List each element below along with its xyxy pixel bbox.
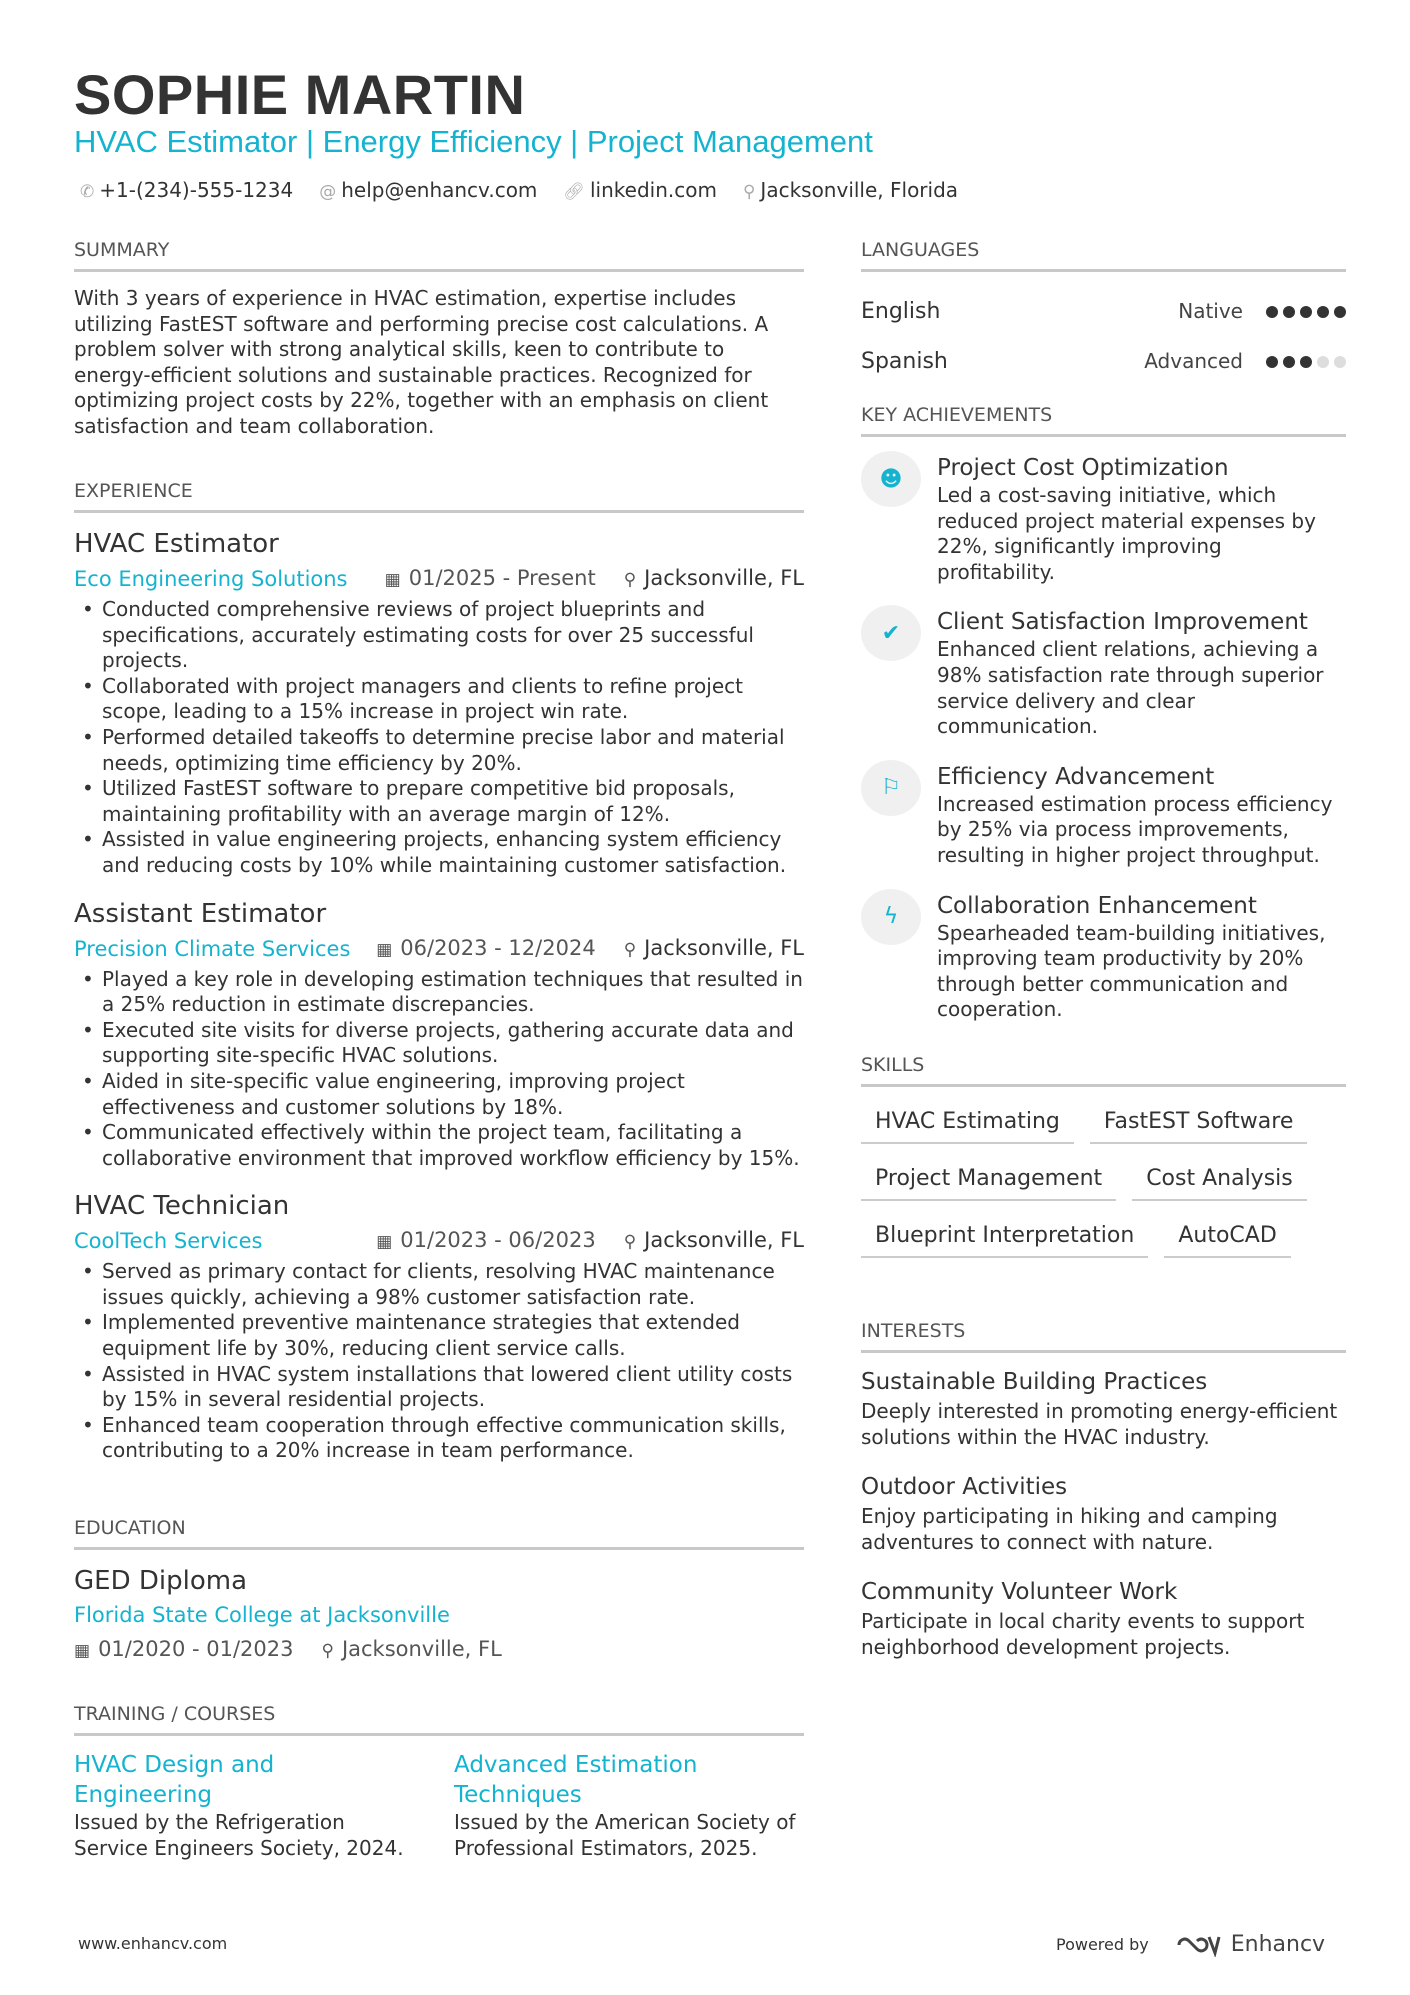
achievement-item — [861, 891, 1346, 1023]
job-entry — [74, 897, 804, 1172]
section-heading: EXPERIENCE — [74, 480, 804, 513]
calendar-icon: ▦ — [376, 939, 393, 960]
phone-text: +1-(234)-555-1234 — [99, 178, 294, 202]
bolt-icon: ϟ — [861, 889, 921, 945]
enhancv-logo — [1175, 1932, 1325, 1957]
location-pin-icon: ⚲ — [742, 182, 756, 202]
enhancv-logo-icon — [1175, 1933, 1221, 1957]
achievement-title: Project Cost Optimization — [937, 455, 1229, 481]
section-heading: SKILLS — [861, 1054, 1346, 1087]
bullet-item: • Collaborated with project managers and clients to refine project scope, leading to a 15% increase in project win rate. — [74, 674, 804, 725]
interest-item — [861, 1367, 1346, 1450]
dot-filled — [1283, 356, 1295, 368]
training-title: Advanced Estimation Techniques — [454, 1752, 698, 1808]
training-section — [74, 1703, 804, 1861]
job-location — [624, 1223, 804, 1259]
bullet-item: • Assisted in value engineering projects, enhancing system efficiency and reducing costs by 10% while maintaining customer satisfaction. — [74, 827, 804, 878]
dot-empty — [1317, 356, 1329, 368]
calendar-icon: ▦ — [384, 570, 401, 590]
company-name: Eco Engineering Solutions — [74, 567, 348, 591]
job-meta — [74, 931, 804, 967]
at-icon: @ — [319, 182, 337, 202]
interests-section — [861, 1320, 1346, 1683]
date-text: 01/2020 - 01/2023 — [98, 1637, 294, 1661]
location-text: Jacksonville, FL — [341, 1637, 502, 1661]
skill-tag: FastEST Software — [1090, 1105, 1307, 1144]
footer-branding — [1056, 1932, 1325, 1957]
job-title: HVAC Estimator — [74, 529, 279, 559]
degree: GED Diploma — [74, 1566, 247, 1596]
contact-linkedin[interactable] — [563, 178, 717, 202]
section-heading: SUMMARY — [74, 239, 804, 272]
job-date — [376, 931, 595, 967]
calendar-icon: ▦ — [376, 1232, 393, 1253]
skill-tag: AutoCAD — [1164, 1219, 1290, 1258]
achievement-item — [861, 453, 1346, 585]
bullet-item: • Executed site visits for diverse projects, gathering accurate data and supporting site-specific HVAC solutions. — [74, 1018, 804, 1069]
skill-tag: Project Management — [861, 1162, 1116, 1201]
job-title: HVAC Technician — [74, 1191, 290, 1222]
interest-desc: Participate in local charity events to support neighborhood development projects. — [861, 1609, 1305, 1659]
education-location — [321, 1632, 501, 1668]
dot-filled — [1266, 356, 1278, 368]
summary-section — [74, 239, 804, 440]
section-heading: KEY ACHIEVEMENTS — [861, 404, 1346, 437]
achievement-content — [937, 607, 1346, 739]
bullet-item: • Communicated effectively within the project team, facilitating a collaborative environment that improved workflow efficiency by 15%. — [74, 1120, 804, 1171]
flag-icon: ⚐ — [861, 760, 921, 816]
training-desc: Issued by the American Society of Professional Estimators, 2025. — [454, 1810, 796, 1860]
achievement-content — [937, 453, 1346, 585]
powered-by-label: Powered by — [1056, 1935, 1149, 1954]
date-text: 01/2025 - Present — [408, 566, 596, 590]
location-pin-icon: ⚲ — [623, 1232, 637, 1253]
email-text[interactable]: help@enhancv.com — [341, 178, 538, 202]
bullet-item: • Aided in site-specific value engineering, improving project effectiveness and customer solutions by 18%. — [74, 1069, 804, 1120]
job-date — [385, 561, 596, 597]
check-icon: ✔ — [861, 605, 921, 661]
job-entry — [74, 1189, 804, 1464]
job-bullets — [74, 1259, 804, 1464]
achievement-content — [937, 762, 1346, 869]
location-pin-icon: ⚲ — [321, 1641, 334, 1661]
section-heading: LANGUAGES — [861, 239, 1346, 272]
dot-filled — [1317, 306, 1329, 318]
education-section — [74, 1517, 804, 1668]
location-pin-icon: ⚲ — [623, 939, 637, 960]
contact-phone — [80, 178, 293, 202]
language-level: Advanced — [1144, 349, 1243, 373]
achievement-desc: Increased estimation process efficiency by 25% via process improvements, resulting in higher project throughput. — [937, 791, 1333, 867]
bullet-item: • Implemented preventive maintenance strategies that extended equipment life by 30%, reducing client service calls. — [74, 1310, 804, 1361]
language-row — [861, 286, 1346, 336]
location-text: Jacksonville, Florida — [760, 178, 959, 202]
job-bullets — [74, 967, 804, 1172]
dot-filled — [1300, 306, 1312, 318]
bullet-item: • Enhanced team cooperation through effective communication skills, contributing to a 20% increase in team performance. — [74, 1413, 804, 1464]
language-name: Spanish — [861, 348, 948, 374]
company-name: Precision Climate Services — [74, 936, 351, 961]
achievement-title: Efficiency Advancement — [937, 763, 1215, 790]
achievement-content — [937, 891, 1346, 1023]
training-title: HVAC Design and Engineering — [74, 1752, 275, 1808]
training-item — [454, 1750, 804, 1861]
location-text: Jacksonville, FL — [644, 1228, 804, 1253]
phone-icon: ✆ — [80, 182, 95, 202]
interest-title: Community Volunteer Work — [861, 1579, 1178, 1606]
linkedin-text[interactable]: linkedin.com — [590, 178, 717, 202]
training-item — [74, 1750, 404, 1861]
bullet-item: • Conducted comprehensive reviews of project blueprints and specifications, accurately estimating costs for over 25 successful projects. — [74, 597, 804, 674]
job-title: Assistant Estimator — [74, 898, 327, 929]
interest-title: Outdoor Activities — [861, 1474, 1068, 1501]
experience-section — [74, 480, 804, 1482]
language-name: English — [861, 298, 941, 324]
achievement-title: Client Satisfaction Improvement — [937, 609, 1308, 636]
school: Florida State College at Jacksonville — [74, 1603, 450, 1627]
achievement-item — [861, 762, 1346, 869]
job-bullets — [74, 597, 804, 879]
bullet-item: • Served as primary contact for clients, resolving HVAC maintenance issues quickly, achieving a 98% customer satisfaction rate. — [74, 1259, 804, 1310]
proficiency-dots — [1261, 349, 1346, 374]
section-heading: TRAINING / COURSES — [74, 1703, 804, 1736]
job-location — [624, 561, 804, 597]
job-meta — [74, 1223, 804, 1259]
link-icon: 🔗︎ — [563, 182, 585, 202]
bullet-item: • Played a key role in developing estimation techniques that resulted in a 25% reduction in estimate discrepancies. — [74, 967, 804, 1018]
contact-email[interactable] — [319, 178, 537, 202]
dot-filled — [1283, 306, 1295, 318]
dot-filled — [1334, 306, 1346, 318]
interest-desc: Enjoy participating in hiking and camping adventures to connect with nature. — [861, 1504, 1278, 1554]
section-heading: INTERESTS — [861, 1320, 1346, 1353]
bullet-item: • Performed detailed takeoffs to determine precise labor and material needs, optimizing time efficiency by 20%. — [74, 725, 804, 776]
interest-desc: Deeply interested in promoting energy-efficient solutions within the HVAC industry. — [861, 1399, 1338, 1449]
training-desc: Issued by the Refrigeration Service Engineers Society, 2024. — [74, 1810, 404, 1860]
calendar-icon: ▦ — [74, 1641, 91, 1661]
achievement-title: Collaboration Enhancement — [937, 892, 1257, 919]
dot-empty — [1334, 356, 1346, 368]
dot-filled — [1266, 306, 1278, 318]
skills-section — [861, 1054, 1346, 1258]
skill-tag: HVAC Estimating — [861, 1105, 1074, 1144]
footer-website[interactable]: www.enhancv.com — [78, 1934, 228, 1953]
achievement-desc: Spearheaded team-building initiatives, improving team productivity by 20% through better communication and cooperation. — [937, 920, 1326, 1022]
achievement-desc: Enhanced client relations, achieving a 98% satisfaction rate through superior service delivery and clear communication. — [937, 637, 1324, 739]
location-text: Jacksonville, FL — [644, 566, 804, 590]
language-row — [861, 336, 1346, 386]
summary-text: With 3 years of experience in HVAC estimation, expertise includes utilizing FastEST software and performing precise cost calculations. A problem solver with strong analytical skills, keen to contribute to energy-efficient solutions and sustainable practices. Recognized for optimizing project costs by 22%, together with an emphasis on client satisfaction and team collaboration. — [74, 286, 769, 438]
brand-name: Enhancv — [1230, 1932, 1326, 1957]
skill-tag: Blueprint Interpretation — [861, 1219, 1148, 1258]
contact-location — [743, 178, 958, 202]
languages-section — [861, 239, 1346, 386]
interest-item — [861, 1472, 1346, 1555]
job-location — [624, 931, 804, 967]
interest-item — [861, 1577, 1346, 1660]
education-date — [74, 1632, 293, 1668]
dot-filled — [1300, 356, 1312, 368]
contact-bar — [80, 178, 958, 202]
job-meta — [74, 561, 804, 597]
bullet-item: • Utilized FastEST software to prepare competitive bid proposals, maintaining profitability with an average margin of 12%. — [74, 776, 804, 827]
date-text: 06/2023 - 12/2024 — [400, 935, 596, 960]
interest-title: Sustainable Building Practices — [861, 1369, 1208, 1395]
location-text: Jacksonville, FL — [644, 935, 804, 960]
job-entry — [74, 527, 804, 879]
proficiency-dots — [1261, 299, 1346, 324]
achievements-section — [861, 404, 1346, 1045]
language-level: Native — [1178, 299, 1243, 323]
bullet-item: • Assisted in HVAC system installations that lowered client utility costs by 15% in several residential projects. — [74, 1362, 804, 1413]
brain-head-icon: ☻ — [861, 451, 921, 507]
achievement-item — [861, 607, 1346, 739]
achievement-desc: Led a cost-saving initiative, which reduced project material expenses by 22%, significantly improving profitability. — [937, 483, 1316, 584]
date-text: 01/2023 - 06/2023 — [400, 1228, 596, 1253]
company-name: CoolTech Services — [74, 1229, 263, 1254]
skill-tag: Cost Analysis — [1132, 1162, 1307, 1201]
location-pin-icon: ⚲ — [623, 570, 637, 590]
candidate-name: SOPHIE MARTIN — [74, 63, 526, 126]
candidate-headline: HVAC Estimator | Energy Efficiency | Project Management — [74, 124, 873, 159]
job-date — [376, 1223, 595, 1259]
section-heading: EDUCATION — [74, 1517, 804, 1550]
